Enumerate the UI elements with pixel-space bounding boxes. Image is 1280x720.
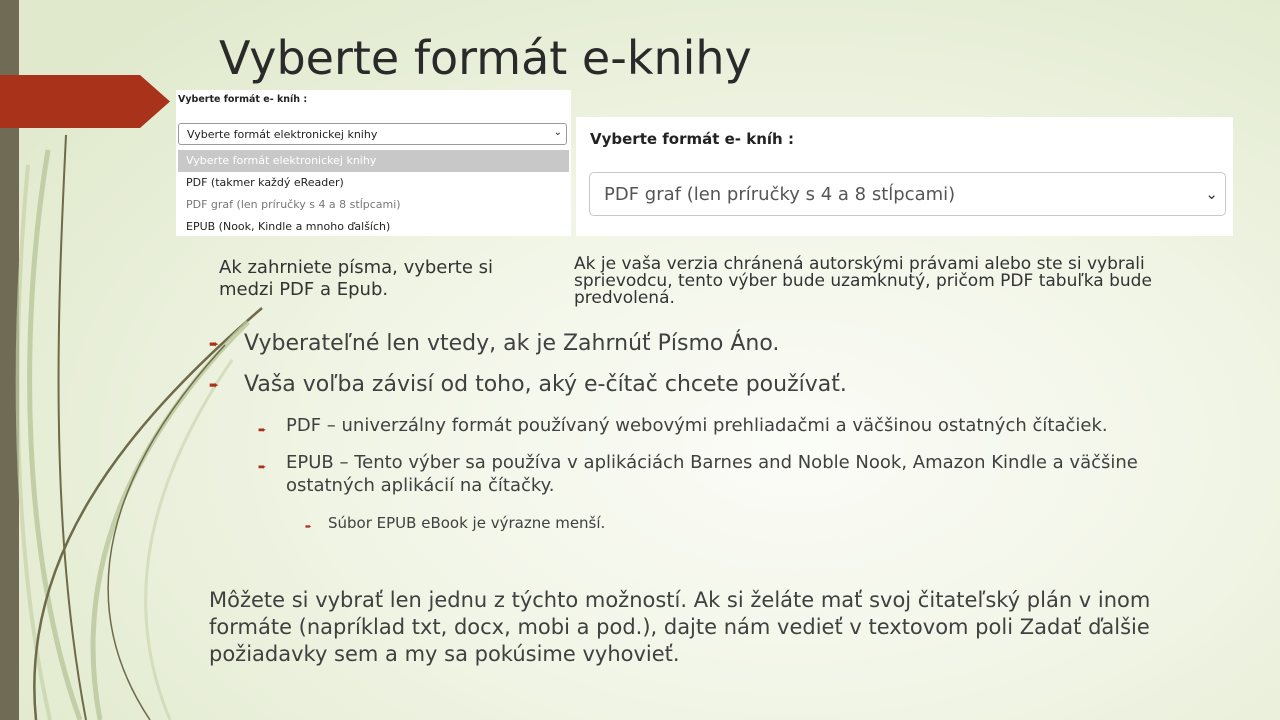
bullet-text: EPUB – Tento výber sa používa v aplikáciách Barnes and Noble Nook, Amazon Kindle a väčšine ostatných aplikácií na čítačky. bbox=[286, 452, 1138, 496]
bullet-level2 bbox=[258, 414, 1166, 437]
format-select[interactable] bbox=[589, 172, 1226, 216]
format-select-value: PDF graf (len príručky s 4 a 8 stĺpcami) bbox=[604, 184, 956, 205]
dropdown-label: Vyberte formát e- kníh : bbox=[178, 94, 308, 105]
bullet-text: Vaša voľba závisí od toho, aký e-čítač chcete používať. bbox=[244, 372, 847, 397]
slide-title: Vyberte formát e-knihy bbox=[219, 31, 752, 85]
footer-note: Môžete si vybrať len jednu z týchto možností. Ak si želáte mať svoj čitateľský plán v inom formáte (napríklad txt, docx, mobi a pod.), dajte nám vedieť v textovom poli Zadať ďalšie požiadavky sem a my sa pokúsime vyhovieť. bbox=[209, 588, 1151, 666]
format-dropdown-screenshot-locked bbox=[576, 117, 1233, 236]
chevron-down-icon: ⌄ bbox=[1205, 185, 1218, 203]
bullet-marker-icon: ➨ bbox=[258, 425, 267, 436]
caption-left: Ak zahrniete písma, vyberte si medzi PDF a Epub. bbox=[219, 257, 494, 300]
dropdown-option[interactable]: Vyberte formát elektronickej knihy bbox=[178, 150, 569, 172]
dropdown-options-list bbox=[178, 150, 569, 236]
bullet-marker-icon: ➨ bbox=[258, 462, 267, 473]
bullet-level1 bbox=[209, 331, 1204, 356]
bullet-level1 bbox=[209, 372, 1204, 397]
bullet-marker-icon: ➨ bbox=[209, 378, 220, 392]
format-dropdown-screenshot-open bbox=[176, 90, 571, 236]
bullet-level2 bbox=[258, 451, 1166, 497]
bullet-level3 bbox=[305, 513, 1028, 533]
caption-right: Ak je vaša verzia chránená autorskými právami alebo ste si vybrali sprievodcu, tento výber bude uzamknutý, pričom PDF tabuľka bude predvolená. bbox=[574, 254, 1152, 308]
dropdown-option[interactable]: PDF graf (len príručky s 4 a 8 stĺpcami) bbox=[186, 198, 401, 211]
bullet-marker-icon: ➨ bbox=[305, 522, 312, 531]
dropdown-label: Vyberte formát e- kníh : bbox=[590, 130, 794, 148]
bullet-text: PDF – univerzálny formát používaný webovými prehliadačmi a väčšinou ostatných čítačiek. bbox=[286, 415, 1108, 436]
chevron-down-icon: ⌄ bbox=[553, 127, 562, 138]
dropdown-option[interactable]: PDF (takmer každý eReader) bbox=[186, 176, 344, 189]
dropdown-option[interactable]: EPUB (Nook, Kindle a mnoho ďalších) bbox=[186, 220, 391, 233]
bullet-text: Súbor EPUB eBook je výrazne menší. bbox=[328, 514, 606, 532]
format-select[interactable] bbox=[178, 123, 567, 145]
format-select-value: Vyberte formát elektronickej knihy bbox=[187, 128, 378, 141]
bullet-marker-icon: ➨ bbox=[209, 337, 220, 351]
bullet-text: Vyberateľné len vtedy, ak je Zahrnúť Písmo Áno. bbox=[244, 331, 780, 356]
